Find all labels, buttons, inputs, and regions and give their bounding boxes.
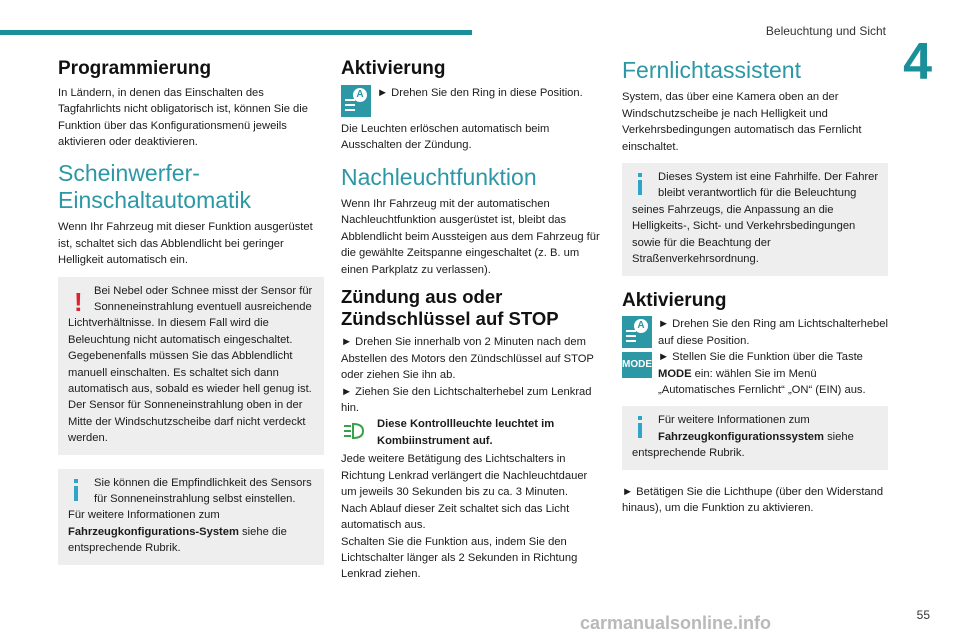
heading-aktivierung: Aktivierung [341,58,446,79]
header-accent-bar [0,30,472,35]
lamp-text: Diese Kontrollleuchte leuchtet im Kombiinstrument auf. [377,418,555,447]
column-3 [622,55,888,524]
lamp-row [341,416,601,451]
info-bold: Fahrzeugkonfigurations-System [68,525,239,538]
info-box-konfig [622,406,888,469]
paragraph-aktivierung: Die Leuchten erlöschen automatisch beim Ausschalten der Zündung. [341,122,550,152]
ring-step-text: ► Drehen Sie den Ring in diese Position. [377,86,583,99]
column-2 [341,55,601,591]
zundung-step-2: ► Ziehen Sie den Lichtschalterhebel zum Lenkrad hin. [341,385,592,415]
info-konfig-a: Für weitere Informationen zum [658,414,810,427]
paragraph-programmierung: In Ländern, in denen das Einschalten des Tagfahrlichts nicht obligatorisch ist, können Sie die Funktion über das Konfigurationsmenü jeweils aktivieren oder deaktivieren. [58,86,308,149]
heading-scheinwerfer-line1: Scheinwerfer- [58,160,200,187]
fern-step-1: ► Drehen Sie den Ring am Lichtschalterhebel auf diese Position. [658,318,888,347]
zundung-paragraph-5: Schalten Sie die Funktion aus, indem Sie den Lichtschalter länger als 2 Sekunden in Richtung Lenkrad ziehen. [341,535,578,581]
info-text-3: siehe die entsprechende Rubrik. [68,525,287,555]
info-icon [632,169,658,199]
info-text-1: Sie können die Empfindlichkeit des Sensors für Sonneneinstrahlung selbst einstellen. [94,476,312,505]
heading-fernlichtassistent: Fernlichtassistent [622,57,801,83]
paragraph-scheinwerfer: Wenn Ihr Fahrzeug mit dieser Funktion ausgerüstet ist, schaltet sich das Abblendlicht bei geringer Helligkeit automatisch ein. [58,221,313,267]
heading-scheinwerfer-line2: Einschaltautomatik [58,186,252,213]
info-icon [68,475,94,505]
heading-zundung [341,286,601,330]
heading-zundung-line1: Zündung aus oder [341,286,503,308]
fern-step-2a: ► Stellen Sie die Funktion über die Taste [658,351,863,364]
zundung-paragraph-4: Nach Ablauf dieser Zeit schaltet sich das Licht automatisch aus. [341,502,570,532]
auto-lights-icon: A [341,85,371,117]
zundung-paragraph-3: Jede weitere Betätigung des Lichtschalters in Richtung Lenkrad verlängert die Nachleuchtdauer um jeweils 30 Sekunden bis zu ca. 3 Minuten. [341,453,588,499]
heading-aktivierung-fern: Aktivierung [622,289,727,311]
paragraph-nachleuchtfunktion: Wenn Ihr Fahrzeug mit der automatischen Nachleuchtfunktion ausgerüstet ist, bleibt das Abblendlicht beim Aussteigen aus dem Fahrzeug für die gewählte Zeitspanne eingeschaltet (z. B. um einen Parkplatz zu verlassen). [341,198,600,276]
section-title: Beleuchtung und Sicht [765,24,886,38]
paragraph-fernlichtassistent: System, das über eine Kamera oben an der Windschutzscheibe je nach Helligkeit und Verkehrsbedingungen automatisch das Fernlicht einschaltet. [622,91,862,153]
info-box-fahrhilfe [622,163,888,275]
heading-zundung-line2: Zündschlüssel auf STOP [341,308,559,330]
heading-programmierung: Programmierung [58,58,212,79]
mode-button-icon: MODE [622,352,652,378]
zundung-step-1: ► Drehen Sie innerhalb von 2 Minuten nach dem Abstellen des Motors den Zündschlüssel auf STOP oder ziehen Sie ihn ab. [341,336,594,382]
fern-step-2b: ein: wählen Sie im Menü „Automatisches Fernlicht“ „ON“ (EIN) aus. [658,367,866,396]
heading-nachleuchtfunktion: Nachleuchtfunktion [341,163,537,190]
info-konfig-b: siehe entsprechende Rubrik. [632,430,854,460]
warning-text: Bei Nebel oder Schnee misst der Sensor für Sonneneinstrahlung eventuell ausreichende Lichtverhältnisse. In diesem Fall wird die Beleuchtung nicht automatisch eingeschaltet. Gegebenenfalls müssen Sie das Abblendlicht manuell einschalten. Es schaltet sich dann automatisch aus, sobald es wieder hell genug ist. Der Sensor für Sonneneinstrahlung oben in der Mitte der Windschutzscheibe darf nicht verdeckt werden. [68,284,313,445]
fern-steps-row [622,316,888,406]
info-konfig-bold: Fahrzeugkonfigurationssystem [658,430,824,443]
column-1 [58,55,324,579]
chapter-number: 4 [903,33,932,91]
page-number: 55 [916,608,930,622]
warning-icon: ! [74,286,83,317]
info-box [58,469,324,565]
info-icon [632,412,658,442]
heading-scheinwerfer [58,160,324,213]
paragraph-lichthupe: ► Betätigen Sie die Lichthupe (über den Widerstand hinaus), um die Funktion zu aktivieren. [622,485,884,514]
warning-box [58,277,324,455]
info-fahrhilfe-text: Dieses System ist eine Fahrhilfe. Der Fahrer bleibt verantwortlich für die Beleuchtung seines Fahrzeugs, die Anpassung an die Helligkeits-, Sicht- und Verkehrsbedingungen sowie für die Beachtung der Straßenverkehrsordnung. [632,171,879,266]
ring-step-row [341,85,601,121]
auto-high-beam-icon: A [622,316,652,348]
headlamp-indicator-icon [341,416,371,446]
info-text-2: Für weitere Informationen zum [68,509,220,522]
watermark: carmanualsonline.info [580,613,772,633]
fern-step-2-bold: MODE [658,367,692,380]
